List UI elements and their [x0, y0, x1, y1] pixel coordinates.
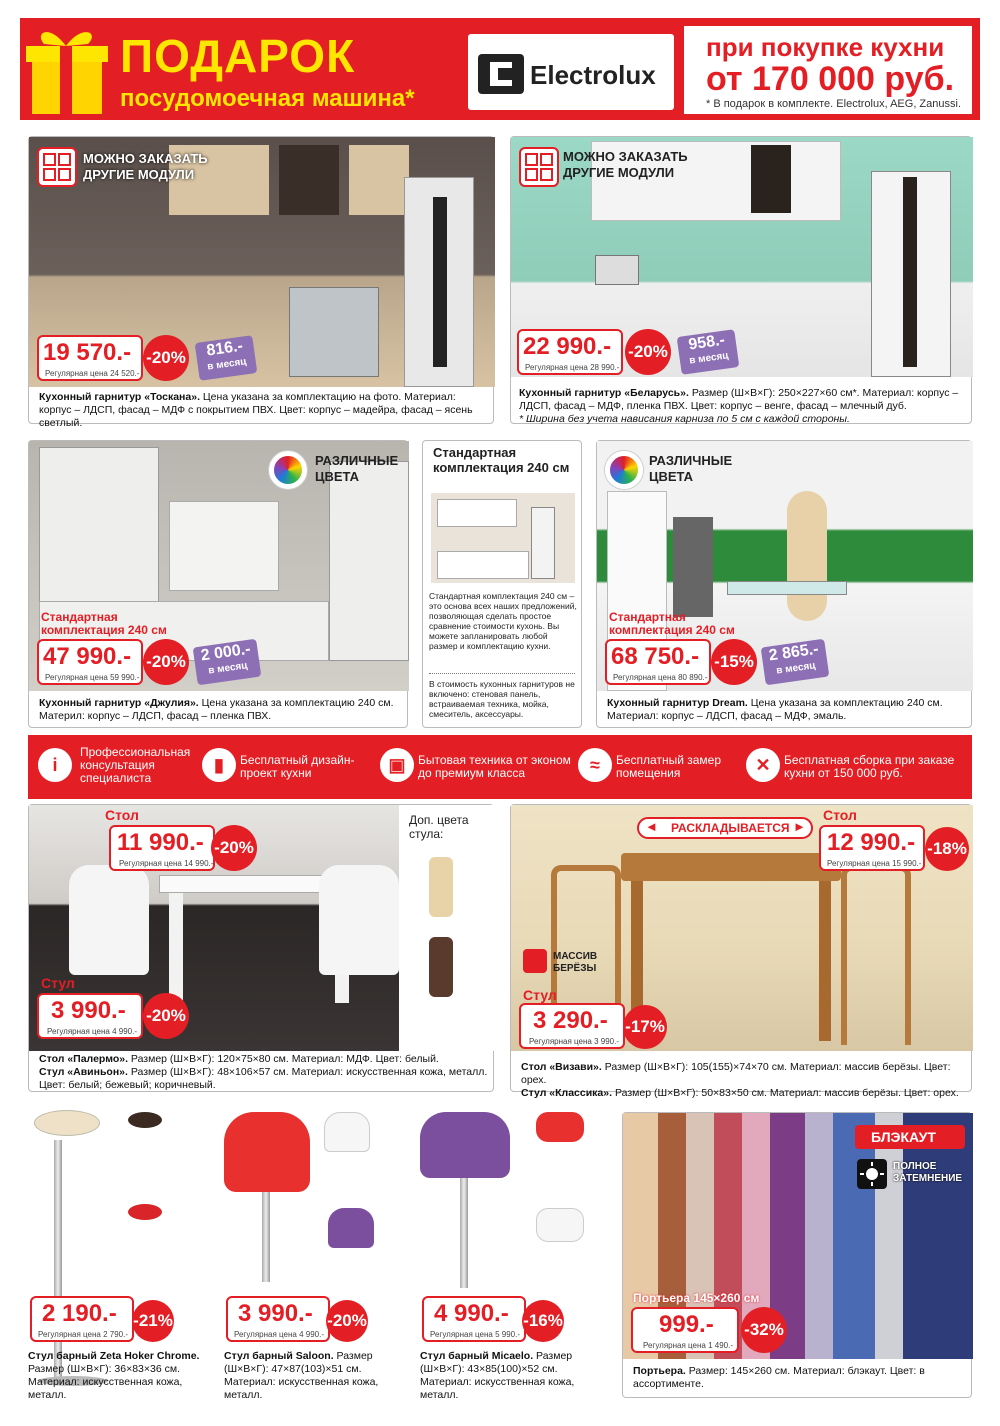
stool-variant-white [536, 1208, 584, 1242]
colors-badge: РАЗЛИЧНЫЕ ЦВЕТА [315, 453, 399, 484]
monthly-amount: 958.- [687, 331, 726, 354]
modules-icon [519, 147, 559, 187]
feature-label: Бытовая техника от эконом до премиум класса [418, 753, 571, 780]
product-name: Стул барный Zeta Hoker Chrome. [28, 1350, 200, 1362]
feature-label: Бесплатный дизайн-проект кухни [240, 753, 355, 780]
blackout-feature: ПОЛНОЕ ЗАТЕМНЕНИЕ [893, 1161, 963, 1184]
product-card-vizavi [510, 804, 972, 1099]
chair-price: 3 290.- [533, 1007, 608, 1034]
standard-text: Стандартная комплектация 240 см – это основа всех наших предложений, позволяющая сделать простое сравнение стоимости кухонь. Вы можете запланировать любой размер и комплектацию кухни. [429, 591, 577, 651]
product-card-dream [596, 440, 972, 728]
monthly-amount: 816.- [205, 337, 244, 360]
tools-icon: ✕ [755, 755, 771, 775]
standard-label: Стандартная комплектация 240 см [609, 610, 735, 637]
price: 22 990.- [523, 333, 612, 360]
product-details: Размер (Ш×В×Г): 250×227×60 см*. Материал: корпус – ЛДСП, фасад – МДФ, пленка ПВХ. Цвет: корпус – венге, фасад – млечный дуб. [519, 387, 959, 412]
stool-variant-red [128, 1204, 162, 1220]
monthly-label: в месяц [206, 356, 248, 373]
regular-price: Регулярная цена 24 520.- [45, 369, 140, 378]
product-card-bar-stool-saloon [224, 1104, 404, 1404]
standard-kitchen-photo [431, 493, 575, 583]
chair-discount: -17% [623, 1005, 667, 1049]
product-card-bar-stool-micaelo [420, 1104, 604, 1404]
colors-icon [605, 451, 643, 489]
discount-badge: -20% [326, 1300, 368, 1342]
stool-leg [262, 1192, 270, 1282]
wood-icon [523, 949, 547, 973]
product-details: Цена указана за комплектацию 240 см. Материл: корпус – ЛДСП, фасад – пленка ПВХ. [39, 697, 394, 722]
product-details: Цена указана за комплектацию 240 см. Материал: корпус – ЛДСП, фасад – МДФ, эмаль. [607, 697, 943, 722]
promo-line2: от 170 000 руб. [706, 60, 955, 98]
product-description [607, 697, 965, 723]
sun-icon [857, 1159, 887, 1189]
monthly-badge [195, 335, 258, 381]
price: 2 190.- [42, 1300, 117, 1327]
product-card-palermo [28, 804, 494, 1092]
standard-exclusions: В стоимость кухонных гарнитуров не включено: стеновая панель, встраиваемая техника, мойка, смеситель, аксессуары. [429, 679, 575, 719]
monthly-label: в месяц [775, 660, 817, 677]
stool-variant-purple [328, 1208, 374, 1248]
price: 19 570.- [43, 339, 132, 366]
extra-colors-label: Доп. цвета стула: [409, 813, 469, 841]
stove-icon: ▣ [388, 755, 406, 775]
stool-seat [34, 1110, 100, 1136]
chair-regular-price: Регулярная цена 4 990.- [47, 1027, 137, 1036]
regular-price: Регулярная цена 80 890.- [613, 673, 708, 682]
table-discount: -18% [925, 827, 969, 871]
table-price: 12 990.- [827, 829, 916, 856]
arrow-right-icon: ► [793, 819, 806, 834]
product-description [420, 1350, 604, 1402]
stool-leg [54, 1140, 62, 1380]
regular-price: Регулярная цена 59 990.- [45, 673, 140, 682]
product-card-bar-stool-zeta [28, 1104, 208, 1404]
brand-name: Electrolux [530, 60, 656, 90]
product-note: * Ширина без учета нависания карниза по 5 см с каждой стороны. [519, 413, 850, 425]
product-description [224, 1350, 404, 1402]
product-details: Размер (Ш×В×Г): 105(155)×74×70 см. Материал: массив берёзы. Цвет: орех. [521, 1061, 951, 1086]
monthly-label: в месяц [688, 350, 730, 367]
price: 68 750.- [611, 643, 700, 670]
product-name: Стул «Авиньон». [39, 1066, 128, 1078]
table-regular-price: Регулярная цена 15 990.- [827, 859, 922, 868]
promo-note: * В подарок в комплекте. Electrolux, AEG, Zanussi. [706, 98, 962, 110]
wood-label: МАССИВ БЕРЁЗЫ [553, 951, 598, 974]
monthly-badge [677, 329, 740, 375]
standard-label: Стандартная комплектация 240 см [41, 610, 167, 637]
discount-badge: -21% [132, 1300, 174, 1342]
stool-leg [460, 1178, 468, 1288]
product-details: Размер (Ш×В×Г): 120×75×80 см. Материал: МДФ. Цвет: белый. [128, 1053, 439, 1065]
monthly-amount: 2 865.- [767, 640, 820, 665]
product-name: Стул барный Saloon. [224, 1350, 334, 1362]
curtain-size-label: Портьера 145×260 см [633, 1291, 760, 1305]
chair-label: Стул [523, 987, 557, 1003]
product-description [39, 697, 401, 723]
table-price: 11 990.- [117, 829, 204, 856]
chair-label: Стул [41, 975, 75, 991]
monthly-label: в месяц [207, 660, 249, 677]
ruler-icon: ▮ [214, 755, 224, 775]
product-description [519, 387, 967, 426]
regular-price: Регулярная цена 5 990.- [430, 1330, 520, 1339]
product-details: Размер (Ш×В×Г): 43×85(100)×52 см. Материал: искусственная кожа, металл. [420, 1350, 575, 1401]
product-name: Стол «Палермо». [39, 1053, 128, 1065]
expand-label: РАСКЛАДЫВАЕТСЯ [671, 821, 790, 835]
discount-badge: -15% [711, 639, 757, 685]
stool-seat [224, 1112, 310, 1192]
chair-price: 3 990.- [51, 997, 126, 1024]
measure-icon: ≈ [590, 755, 600, 775]
modules-icon [37, 147, 77, 187]
table-regular-price: Регулярная цена 14 990.- [119, 859, 214, 868]
modules-badge: МОЖНО ЗАКАЗАТЬ ДРУГИЕ МОДУЛИ [563, 149, 688, 180]
price: 3 990.- [238, 1300, 313, 1327]
feature-icon [578, 748, 612, 782]
product-card-curtain [622, 1112, 972, 1398]
price: 4 990.- [434, 1300, 509, 1327]
colors-icon [269, 451, 307, 489]
stool-variant-brown [128, 1112, 162, 1128]
product-details: Цена указана за комплектацию на фото. Материал: корпус – ЛДСП, фасад – МДФ с покрытием ПВХ. Цвет: корпус – мадейра, фасад – ясень светлый. [39, 391, 473, 429]
table-label: Стол [105, 807, 139, 823]
product-name: Стул барный Micaelo. [420, 1350, 534, 1362]
modules-badge: МОЖНО ЗАКАЗАТЬ ДРУГИЕ МОДУЛИ [83, 151, 208, 182]
chair-regular-price: Регулярная цена 3 990.- [529, 1037, 619, 1046]
discount-badge: -16% [522, 1300, 564, 1342]
info-icon: i [52, 755, 58, 775]
product-details: Размер (Ш×В×Г): 36×83×36 см. Материал: искусственная кожа, металл. [28, 1363, 183, 1401]
product-name: Кухонный гарнитур «Беларусь». [519, 387, 689, 399]
colors-badge: РАЗЛИЧНЫЕ ЦВЕТА [649, 453, 733, 484]
product-card-julia [28, 440, 408, 728]
product-description [39, 1053, 489, 1092]
product-description [39, 391, 487, 430]
feature-label: Бесплатный замер помещения [616, 753, 722, 780]
discount-badge: -32% [741, 1307, 787, 1353]
feature-icon [380, 748, 414, 782]
product-card-belarus [510, 136, 972, 424]
product-name: Стул «Классика». [521, 1087, 613, 1099]
blackout-badge: БЛЭКАУТ [871, 1129, 936, 1145]
product-details: Размер: 145×260 см. Материал: блэкаут. Цвет: в ассортименте. [633, 1365, 925, 1390]
product-description [521, 1061, 967, 1100]
feature-icon [38, 748, 72, 782]
header-title: ПОДАРОК [120, 30, 356, 82]
product-name: Портьера. [633, 1365, 686, 1377]
feature-icon [746, 748, 780, 782]
price: 999.- [659, 1311, 714, 1338]
product-description [28, 1350, 208, 1402]
regular-price: Регулярная цена 1 490.- [643, 1341, 733, 1350]
electrolux-logo-icon [478, 54, 524, 94]
feature-label: Бесплатная сборка при заказе кухни от 150 000 руб. [784, 753, 955, 780]
chair-discount: -20% [143, 993, 189, 1039]
product-description [633, 1365, 963, 1391]
product-name: Кухонный гарнитур «Тоскана». [39, 391, 200, 403]
discount-badge: -20% [143, 335, 189, 381]
product-details: Размер (Ш×В×Г): 50×83×50 см. Материал: массив берёзы. Цвет: орех. [612, 1087, 959, 1099]
promo-line1: при покупке кухни [706, 32, 945, 62]
regular-price: Регулярная цена 28 990.- [525, 363, 620, 372]
product-details: Размер (Ш×В×Г): 47×87(103)×51 см. Материал: искусственная кожа, металл. [224, 1350, 379, 1401]
product-details: Размер (Ш×В×Г): 48×106×57 см. Материал: искусственная кожа, металл. Цвет: белый; бежевый; коричневый. [39, 1066, 488, 1091]
stool-variant-white [324, 1112, 370, 1152]
stool-seat [420, 1112, 510, 1178]
standard-info-card [422, 440, 582, 728]
feature-label: Профессиональная консультация специалиста [80, 745, 191, 785]
gift-icon [20, 18, 110, 120]
stool-variant-red [536, 1112, 584, 1142]
regular-price: Регулярная цена 2 790.- [38, 1330, 128, 1339]
table-label: Стол [823, 807, 857, 823]
arrow-left-icon: ◄ [645, 819, 658, 834]
product-name: Стол «Визави». [521, 1061, 602, 1073]
feature-icon [202, 748, 236, 782]
discount-badge: -20% [625, 329, 671, 375]
monthly-amount: 2 000.- [199, 640, 252, 665]
table-discount: -20% [211, 825, 257, 871]
discount-badge: -20% [143, 639, 189, 685]
header-subtitle: посудомоечная машина* [120, 85, 415, 112]
price: 47 990.- [43, 643, 132, 670]
divider [429, 673, 575, 674]
regular-price: Регулярная цена 4 990.- [234, 1330, 324, 1339]
product-name: Кухонный гарнитур «Джулия». [39, 697, 199, 709]
product-card-toskana [28, 136, 494, 429]
product-name: Кухонный гарнитур Dream. [607, 697, 748, 709]
standard-title: Стандартная комплектация 240 см [433, 445, 570, 475]
